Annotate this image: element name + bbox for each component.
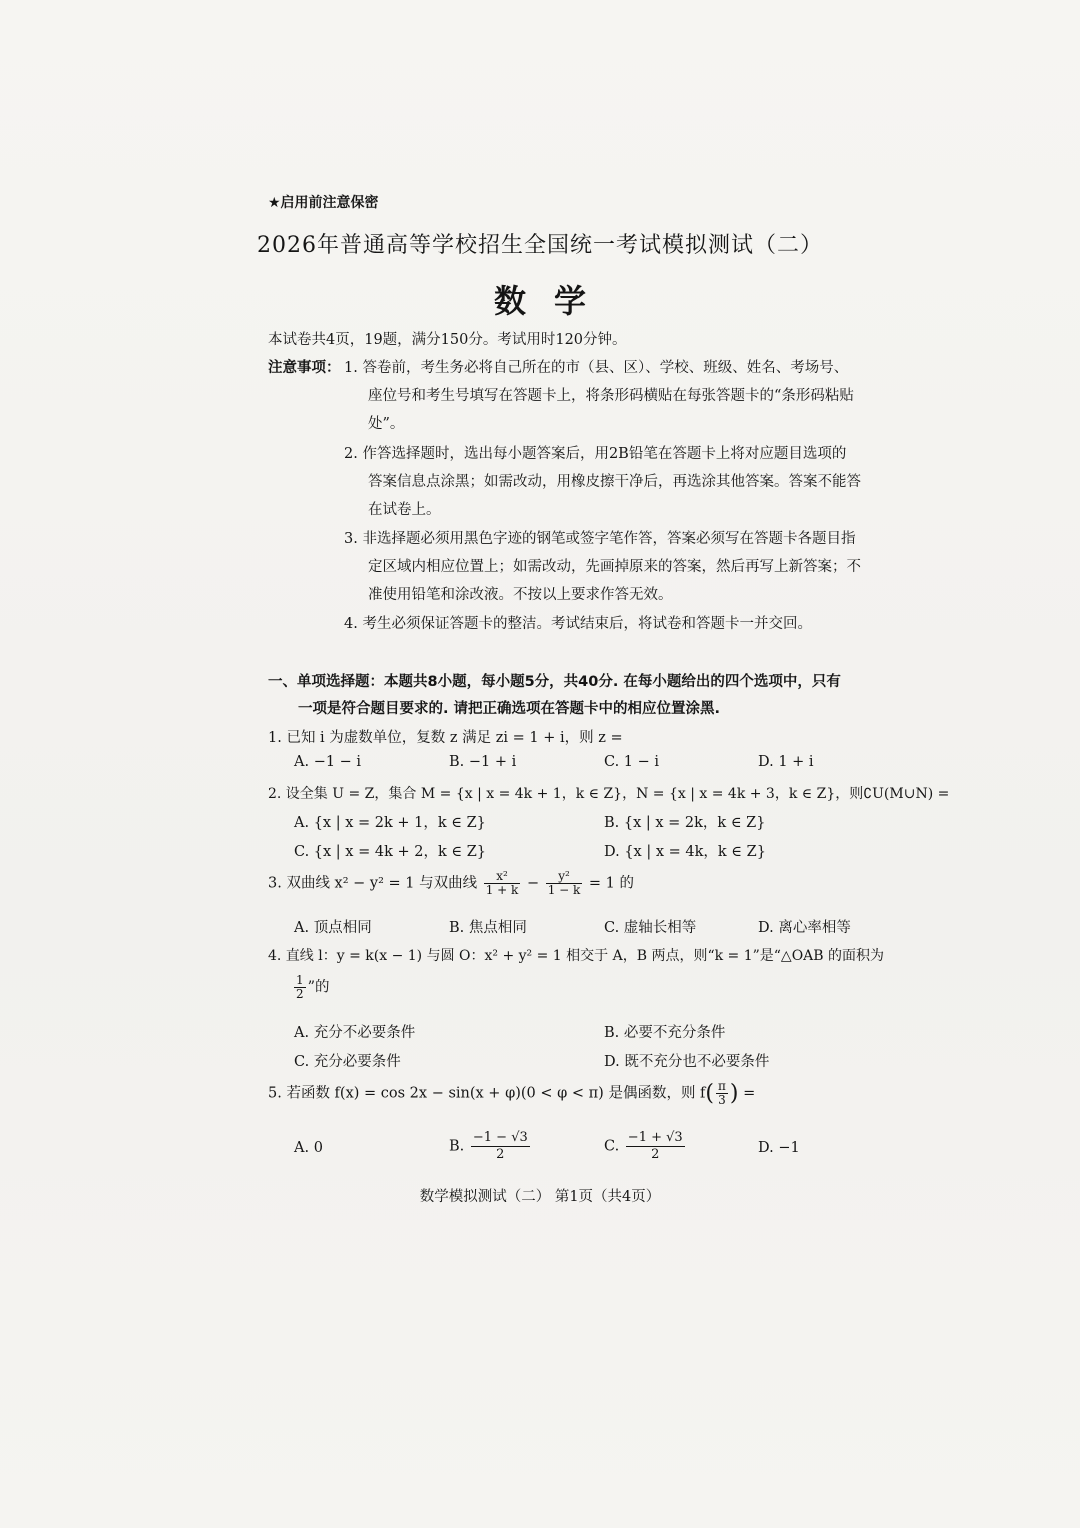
fraction-numerator: x²: [484, 870, 521, 884]
note-line: 2. 作答选择题时，选出每小题答案后，用2B铅笔在答题卡上将对应题目选项的: [344, 446, 847, 462]
note-line: 座位号和考生号填写在答题卡上，将条形码横贴在每张答题卡的“条形码粘贴: [368, 388, 854, 404]
q3-stem-text: 3. 双曲线 x² − y² = 1 与双曲线: [268, 875, 478, 892]
q1-option-a: A. −1 − i: [294, 754, 362, 770]
section-heading-cont: 一项是符合题目要求的. 请把正确选项在答题卡中的相应位置涂黑.: [298, 701, 721, 717]
fraction-numerator: 1: [296, 973, 304, 987]
q2-option-a: A. {x | x = 2k + 1，k ∈ Z}: [294, 815, 486, 831]
question-4-stem-cont: [292, 974, 330, 1001]
q4-option-c: C. 充分必要条件: [294, 1054, 401, 1070]
q2-option-d: D. {x | x = 4k，k ∈ Z}: [604, 844, 766, 860]
q5-stem-text: 5. 若函数 f(x) = cos 2x − sin(x + φ)(0 < φ < π) 是偶函数，则 f: [268, 1085, 706, 1102]
note-line: 1. 答卷前，考生务必将自己所在的市（县、区）、学校、班级、姓名、考场号、: [344, 360, 849, 376]
note-line: 4. 考生必须保证答题卡的整洁。考试结束后，将试卷和答题卡一并交回。: [344, 616, 812, 632]
q2-option-b: B. {x | x = 2k，k ∈ Z}: [604, 815, 766, 831]
q5-left-paren: (: [705, 1081, 715, 1106]
q3-fraction-2: [546, 870, 583, 897]
note-line: 答案信息点涂黑；如需改动，用橡皮擦干净后，再选涂其他答案。答案不能答: [368, 474, 861, 490]
q1-option-b: B. −1 + i: [449, 754, 517, 770]
confidential-note: ★启用前注意保密: [268, 195, 379, 211]
question-5-stem: [268, 1080, 755, 1107]
note-line: 3. 非选择题必须用黑色字迹的钢笔或签字笔作答，答案必须写在答题卡各题目指: [344, 531, 856, 547]
fraction-denominator: 2: [296, 987, 304, 1001]
q5-c-fraction: [626, 1130, 685, 1163]
q2-option-c: C. {x | x = 4k + 2，k ∈ Z}: [294, 844, 486, 860]
q3-fraction-1: [484, 870, 521, 897]
question-4-stem: 4. 直线 l：y = k(x − 1) 与圆 O：x² + y² = 1 相交于 A，B 两点，则“k = 1”是“△OAB 的面积为: [268, 948, 885, 964]
note-line: 准使用铅笔和涂改液。不按以上要求作答无效。: [368, 587, 673, 603]
q4-option-b: B. 必要不充分条件: [604, 1025, 726, 1041]
fraction-numerator: y²: [546, 870, 583, 884]
q3-option-c: C. 虚轴长相等: [604, 920, 697, 936]
q5-option-a: A. 0: [294, 1140, 323, 1156]
fraction-numerator: −1 + √3: [627, 1130, 683, 1145]
fraction-denominator: 2: [496, 1147, 505, 1162]
note-line: 处”。: [368, 416, 405, 432]
q5-option-d: D. −1: [758, 1140, 800, 1156]
section-heading: 一、单项选择题：本题共8小题，每小题5分，共40分. 在每小题给出的四个选项中，只有: [268, 674, 841, 690]
note-line: 定区域内相应位置上；如需改动，先画掉原来的答案，然后再写上新答案；不: [368, 559, 861, 575]
q1-option-c: C. 1 − i: [604, 754, 660, 770]
q1-option-d: D. 1 + i: [758, 754, 814, 770]
q3-minus: −: [526, 875, 540, 892]
note-line: 在试卷上。: [368, 502, 441, 518]
q3-option-a: A. 顶点相同: [294, 920, 372, 936]
question-3-stem: [268, 870, 634, 897]
question-1-stem: 1. 已知 i 为虚数单位，复数 z 满足 zi = 1 + i，则 z =: [268, 730, 623, 746]
q3-option-d: D. 离心率相等: [758, 920, 851, 936]
fraction-numerator: −1 − √3: [472, 1130, 528, 1145]
notes-label: 注意事项：: [268, 360, 341, 376]
page-footer: 数学模拟测试（二） 第1页（共4页）: [419, 1189, 661, 1205]
q5-fraction: [716, 1080, 728, 1107]
q5-option-b: [449, 1130, 532, 1163]
option-label: C.: [604, 1138, 620, 1155]
exam-intro: 本试卷共4页，19题，满分150分。考试用时120分钟。: [268, 332, 627, 348]
fraction-denominator: 1 + k: [485, 883, 519, 897]
question-2-stem: 2. 设全集 U = Z，集合 M = {x | x = 4k + 1，k ∈ Z}，N = {x | x = 4k + 3，k ∈ Z}，则∁U(M∪N) =: [268, 786, 950, 802]
q4-stem-end: ”的: [307, 979, 330, 996]
q3-option-b: B. 焦点相同: [449, 920, 527, 936]
q5-option-c: [604, 1130, 687, 1163]
q4-option-a: A. 充分不必要条件: [294, 1025, 416, 1041]
q5-equals: =: [743, 1085, 756, 1102]
fraction-denominator: 1 − k: [547, 883, 581, 897]
q5-b-fraction: [471, 1130, 530, 1163]
exam-title: 2026年普通高等学校招生全国统一考试模拟测试（二）: [257, 233, 823, 258]
q3-stem-end: = 1 的: [588, 875, 634, 892]
fraction-numerator: π: [718, 1079, 726, 1093]
q4-fraction: [294, 974, 306, 1001]
q4-option-d: D. 既不充分也不必要条件: [604, 1054, 770, 1070]
option-label: B.: [449, 1138, 465, 1155]
fraction-denominator: 2: [651, 1147, 660, 1162]
subject-title: 数学: [493, 282, 614, 320]
q5-right-paren: ): [729, 1081, 739, 1106]
fraction-denominator: 3: [718, 1093, 726, 1107]
